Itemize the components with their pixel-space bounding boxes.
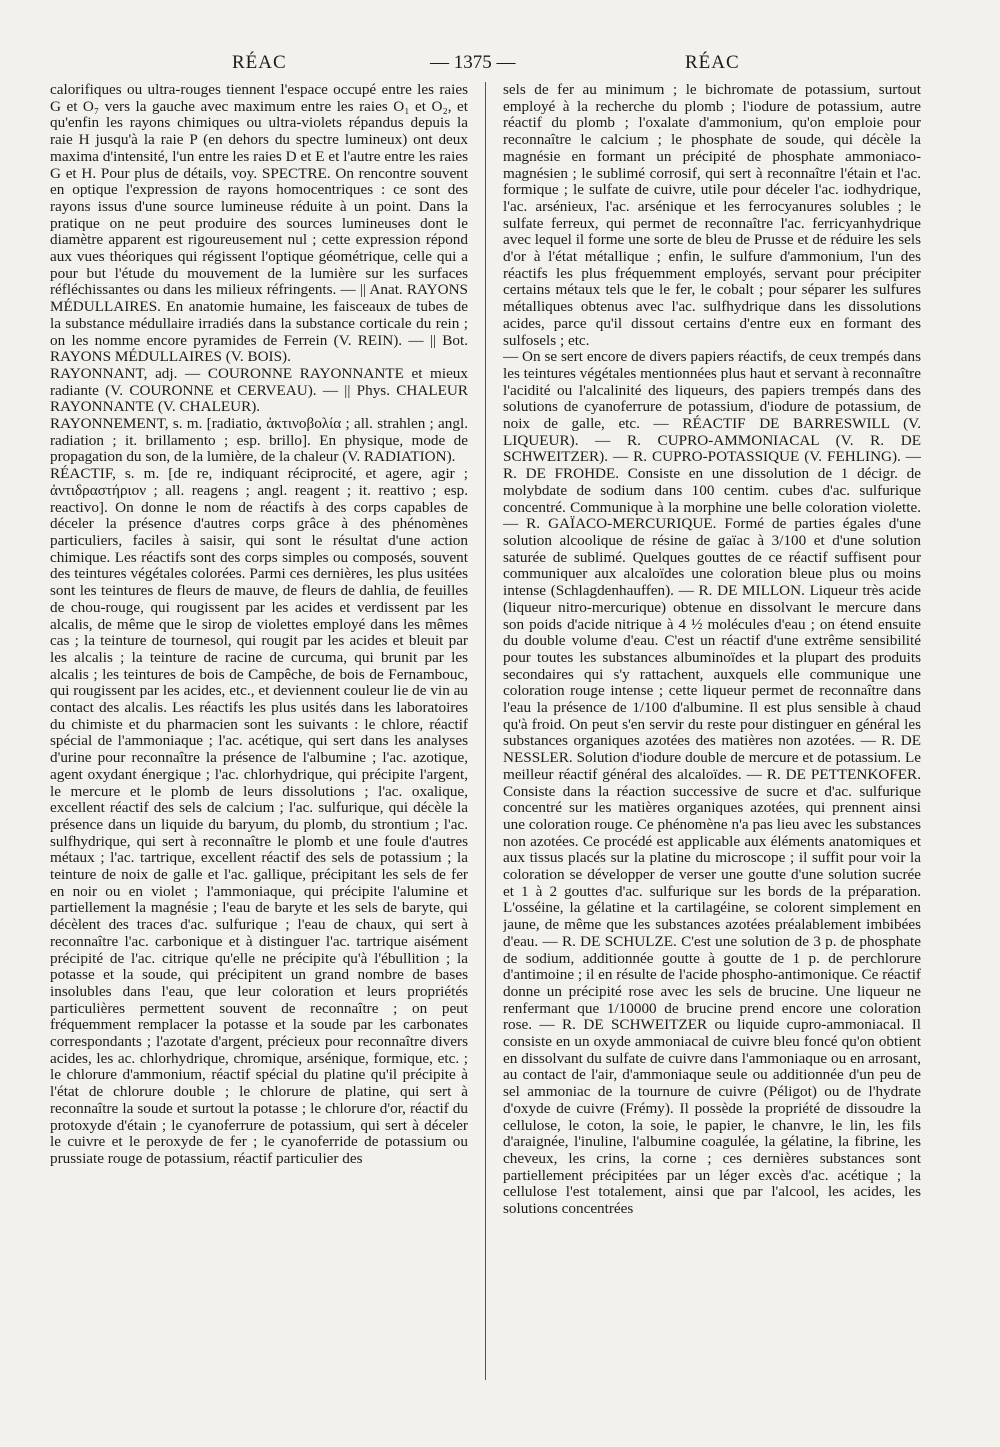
entry-reactif: RÉACTIF, s. m. [de re, indiquant réciprocité, et agere, agir ; ἀντιδραστήριον ; all. reagens ; angl. reagent ; it. reattivo ; esp. reactivo]. On donne le nom de réactifs à des corps capables de déceler la présence d'autres corps grâce à des phénomènes particuliers, faciles à saisir, qui sont le résultat d'une action chimique. Les réactifs sont des corps simples ou composés, souvent des teintures végétales colorées. Parmi ces dernières, les plus usitées sont les teintures de fleurs de mauve, de fleurs de dahlia, de feuilles de chou-rouge, qui rougissent par les acides et verdissent par les alcalis, de même que le sirop de violettes employé dans les mêmes cas ; la teinture de tournesol, qui rougit par les acides et bleuit par les alcalis ; la teinture de racine de curcuma, qui brunit par les alcalis ; les teintures de bois de Campêche, de bois de Fernambouc, qui rougissent par les acides, etc., et deviennent couleur lie de vin au contact des alcalis. Les réactifs les plus usités dans les laboratoires du chimiste et du pharmacien sont les suivants : le chlore, réactif spécial de l'ammoniaque ; l'ac. acétique, qui sert dans les analyses d'urine pour reconnaître la présence de l'albumine ; l'ac. azotique, agent oxydant énergique ; l'ac. chlorhydrique, qui précipite l'argent, le mercure et le plomb de leurs dissolutions ; l'ac. oxalique, excellent réactif des sels de calcium ; l'ac. sulfurique, qui décèle la présence dans un liquide du baryum, du plomb, du strontium ; l'ac. sulfhydrique, qui sert à reconnaître le plomb et une foule d'autres métaux ; l'ac. tartrique, excellent réactif des sels de potassium ; la teinture de noix de galle et l'ac. gallique, précipitant les sels de fer en noir ou en violet ; l'ammoniaque, qui précipite l'alumine et partiellement la magnésie ; l'eau de baryte et les sels de baryte, qui décèlent des traces d'ac. sulfurique ; l'eau de chaux, qui sert à reconnaître l'ac. carbonique et à distinguer l'ac. tartrique aisément précipité de l'ac. citrique qu'elle ne précipite qu'à l'ébullition ; la potasse et la soude, qui précipitent un grand nombre de bases insolubles dans l'eau, que leur coloration et leurs propriétés particulières permettent souvent de reconnaître ; on peut fréquemment remplacer la potasse et la soude par les carbonates correspondants ; l'azotate d'argent, précieux pour reconnaître divers acides, les ac. chlorhydrique, chromique, arsénique, formique, etc. ; le chlorure d'ammonium, réactif spécial du platine qu'il précipite à l'état de chlorure double ; le chlorure de platine, qui sert à reconnaître la soude et surtout la potasse ; le chlorure d'or, réactif du protoxyde d'étain ; le cyanoferrure de potassium, qui sert à déceler le cuivre et le peroxyde de fer ; le cyanoferride de potassium ou prussiate rouge de potassium, réactif particulier des	[50, 465, 468, 1167]
header-right-keyword: RÉAC	[685, 52, 740, 73]
running-header	[0, 52, 1000, 82]
paragraph-reactif-continued: sels de fer au minimum ; le bichromate de potassium, surtout employé à la recherche du plomb ; l'iodure de potassium, autre réactif du plomb ; l'oxalate d'ammonium, qu'on emploie pour reconnaître le calcium ; le phosphate de soude, qui décèle la magnésie en formant un précipité de phosphate ammoniaco-magnésien ; le sublimé corrosif, qui sert à reconnaître l'étain et l'ac. formique ; le sulfate de cuivre, utile pour déceler l'ac. iodhydrique, l'ac. arsénieux, l'ac. arsénique et les ferrocyanures solubles ; le sulfate ferreux, qui permet de reconnaître l'ac. ferricyanhydrique avec lequel il forme une sorte de bleu de Prusse et de réduire les sels d'or à l'état métallique ; enfin, le sulfure d'ammonium, l'un des réactifs les plus fréquemment employés, servant pour précipiter certains métaux tels que le fer, le cobalt ; pour séparer les sulfures métalliques obtenus avec l'ac. sulfhydrique dans les dissolutions acides, parce qu'il dissout certains d'entre eux en formant des sulfosels ; etc.	[503, 82, 921, 349]
entry-rayonnement: RAYONNEMENT, s. m. [radiatio, ἀκτινοβολία ; all. strahlen ; angl. radiation ; it. brillamento ; esp. brillo]. En physique, mode de propagation du son, de la lumière, de la chaleur (V. RADIATION).	[50, 415, 468, 466]
entry-rayonnant: RAYONNANT, adj. — COURONNE RAYONNANTE et mieux radiante (V. COURONNE et CERVEAU). — || Phys. CHALEUR RAYONNANTE (V. CHALEUR).	[50, 364, 468, 416]
column-divider	[485, 82, 486, 1380]
left-column	[50, 82, 468, 1382]
header-left-keyword: RÉAC	[232, 52, 287, 73]
paragraph-reactifs-list: — On se sert encore de divers papiers réactifs, de ceux trempés dans les teintures végétales mentionnées plus haut et servant à reconnaître l'acidité ou l'alcalinité des liqueurs, des papiers trempés dans des solutions de cyanoferrure de potassium, d'iodure de potassium, de noix de galle, etc. — RÉACTIF DE BARRESWILL (V. LIQUEUR). — R. CUPRO-AMMONIACAL (V. R. DE SCHWEITZER). — R. CUPRO-POTASSIQUE (V. FEHLING). — R. DE FROHDE. Consiste en une dissolution de 1 décigr. de molybdate de sodium dans 100 centim. cubes d'ac. sulfurique concentré. Communique à la morphine une belle coloration violette. — R. GAÏACO-MERCURIQUE. Formé de parties égales d'une solution alcoolique de résine de gaïac à 3/100 et d'une solution saturée de sublimé. Quelques gouttes de ce réactif suffisent pour communiquer aux alcaloïdes une coloration bleue plus ou moins intense (Schlagdenhauffen). — R. DE MILLON. Liqueur très acide (liqueur nitro-mercurique) obtenue en dissolvant le mercure dans son poids d'acide nitrique à 4 ½ molécules d'eau ; on étend ensuite du double volume d'eau. C'est un réactif d'une extrême sensibilité pour toutes les substances albuminoïdes et la plupart des produits secondaires qui s'y rattachent, auxquels elle communique une coloration rouge intense ; cette liqueur permet de reconnaître dans l'eau la présence de 1/100 d'albumine. Il est plus sensible à chaud qu'à froid. On peut s'en servir du reste pour distinguer en général les substances organiques azotées des matières non azotées. — R. DE NESSLER. Solution d'iodure double de mercure et de potassium. Le meilleur réactif général des alcaloïdes. — R. DE PETTENKOFER. Consiste dans la réaction successive de sucre et d'ac. sulfurique concentré sur les matières organiques azotées, qui prennent ainsi une coloration rouge. Ce phénomène n'a pas lieu avec les substances non azotées. Ce procédé est applicable aux éléments anatomiques et aux tissus placés sur la platine du microscope ; il suffit pour voir la coloration se développer de verser une goutte d'une solution sucrée et 1 à 2 gouttes d'ac. sulfurique sur les bords de la préparation. L'osséine, la gélatine et la cartilagéine, se colorent simplement en jaune, de même que les substances azotées préalablement imbibées d'eau. — R. DE SCHULZE. C'est une solution de 3 p. de phosphate de sodium, additionnée goutte à goutte de 1 p. de perchlorure d'antimoine ; il en résulte de l'acide phospho-antimonique. Ce réactif donne un précipité rose avec les sels de brucine. Une liqueur ne renfermant que 1/10000 de brucine prend encore une coloration rose. — R. DE SCHWEITZER ou liquide cupro-ammoniacal. Il consiste en un oxyde ammoniacal de cuivre bleu foncé qu'on obtient en dissolvant du sulfate de cuivre dans l'ammoniaque ou en arrosant, au contact de l'air, d'ammoniaque seule ou additionnée d'un peu de sel ammoniac de la tournure de cuivre (Péligot) ou de l'hydrate d'oxyde de cuivre (Frémy). Il possède la propriété de dissoudre la cellulose, le coton, la soie, le papier, le chanvre, le lin, les fils d'araignée, l'inuline, l'albumine coagulée, la gélatine, la fibrine, les cheveux, les crins, la corne ; ces dernières substances sont partiellement précipitées par un léger excès d'ac. acétique ; la cellulose l'est totalement, ainsi que par l'alcool, les acides, les solutions concentrées	[503, 348, 921, 1218]
page-number: — 1375 —	[430, 52, 516, 73]
paragraph-rayons-continued: calorifiques ou ultra-rouges tiennent l'espace occupé entre les raies G et O₇ vers la gauche avec maximum entre les raies O₁ et O₂, et qu'enfin les rayons chimiques ou ultra-violets répandus depuis la raie H jusqu'à la raie P (en dehors du spectre lumineux) ont deux maxima d'intensité, l'un entre les raies D et E et l'autre entre les raies G et H. Pour plus de détails, voy. SPECTRE. On rencontre souvent en optique l'expression de rayons homocentriques : ce sont des rayons issus d'une source lumineuse réduite à un point. Dans la pratique on ne peut produire des sources lumineuses dont le diamètre apparent est rigoureusement nul ; cette expression répond aux vues théoriques qui régissent l'optique géométrique, celle qui a pour but l'étude du mouvement de la lumière sur les surfaces réfléchissantes ou dans les milieux réfringents. — || Anat. RAYONS MÉDULLAIRES. En anatomie humaine, les faisceaux de tubes de la substance médullaire irradiés dans la substance corticale du rein ; on les nomme encore pyramides de Ferrein (V. REIN). — || Bot. RAYONS MÉDULLAIRES (V. BOIS).	[50, 82, 468, 366]
right-column	[503, 82, 921, 1382]
